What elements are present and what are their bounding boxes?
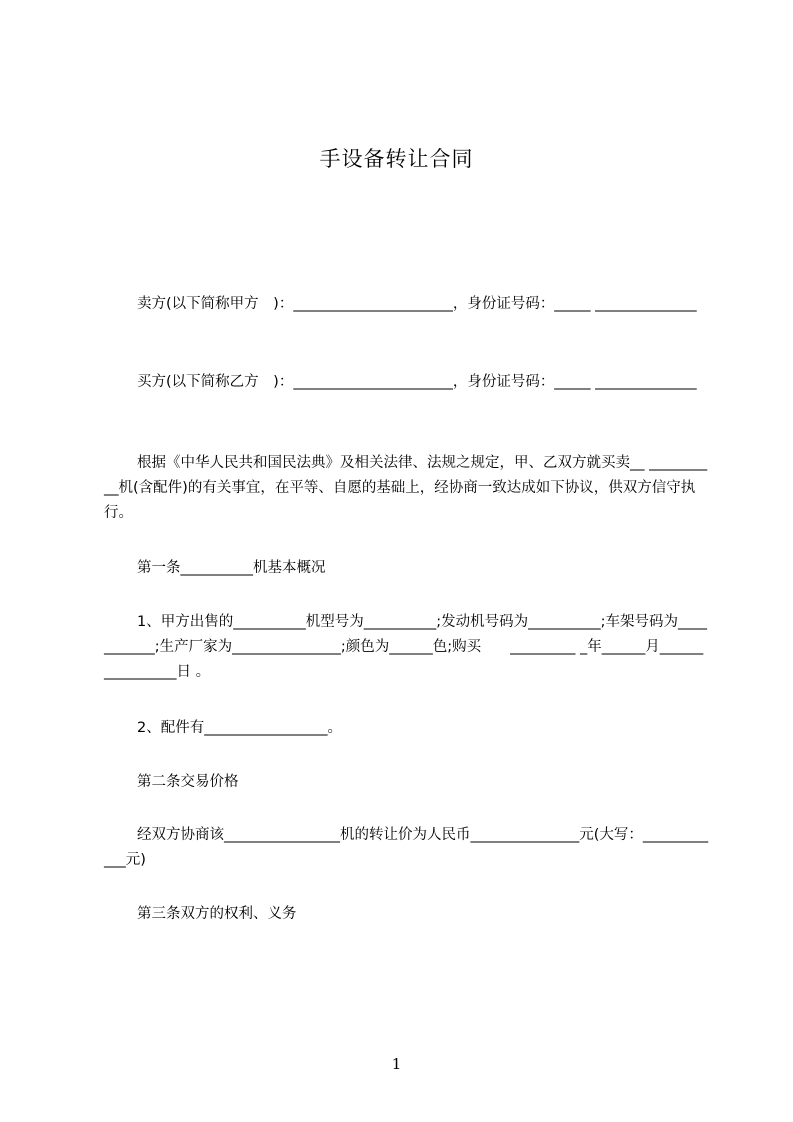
article3-heading: 第三条双方的权利、义务	[137, 906, 297, 922]
article1-item1: 1、甲方出售的__________机型号为__________;发动机号码为__________;车架号码为___________;生产厂家为_______________;颜色为______色;购买 _________ _年______月________________日 。	[104, 614, 707, 680]
article1-heading: 第一条__________机基本概况	[137, 560, 326, 576]
intro-paragraph: 根据《中华人民共和国民法典》及相关法律、法规之规定，甲、乙双方就买卖__ __________机(含配件)的有关事宜，在平等、自愿的基础上，经协商一致达成如下协议，供双方信守执行。	[104, 455, 708, 521]
buyer-paragraph: 买方(以下简称乙方 )：______________________，身份证号码：_____ ______________	[137, 374, 697, 390]
article2-heading: 第二条交易价格	[137, 774, 239, 790]
article1-item2: 2、配件有_________________。	[137, 720, 342, 736]
page-number: 1	[391, 1055, 402, 1073]
document-title: 手设备转让合同	[319, 147, 474, 171]
article2-body: 经双方协商该________________机的转让价为人民币_______________元(大写：____________元)	[104, 827, 709, 868]
seller-paragraph: 卖方(以下简称甲方 )：______________________，身份证号码：_____ ______________	[137, 296, 697, 312]
